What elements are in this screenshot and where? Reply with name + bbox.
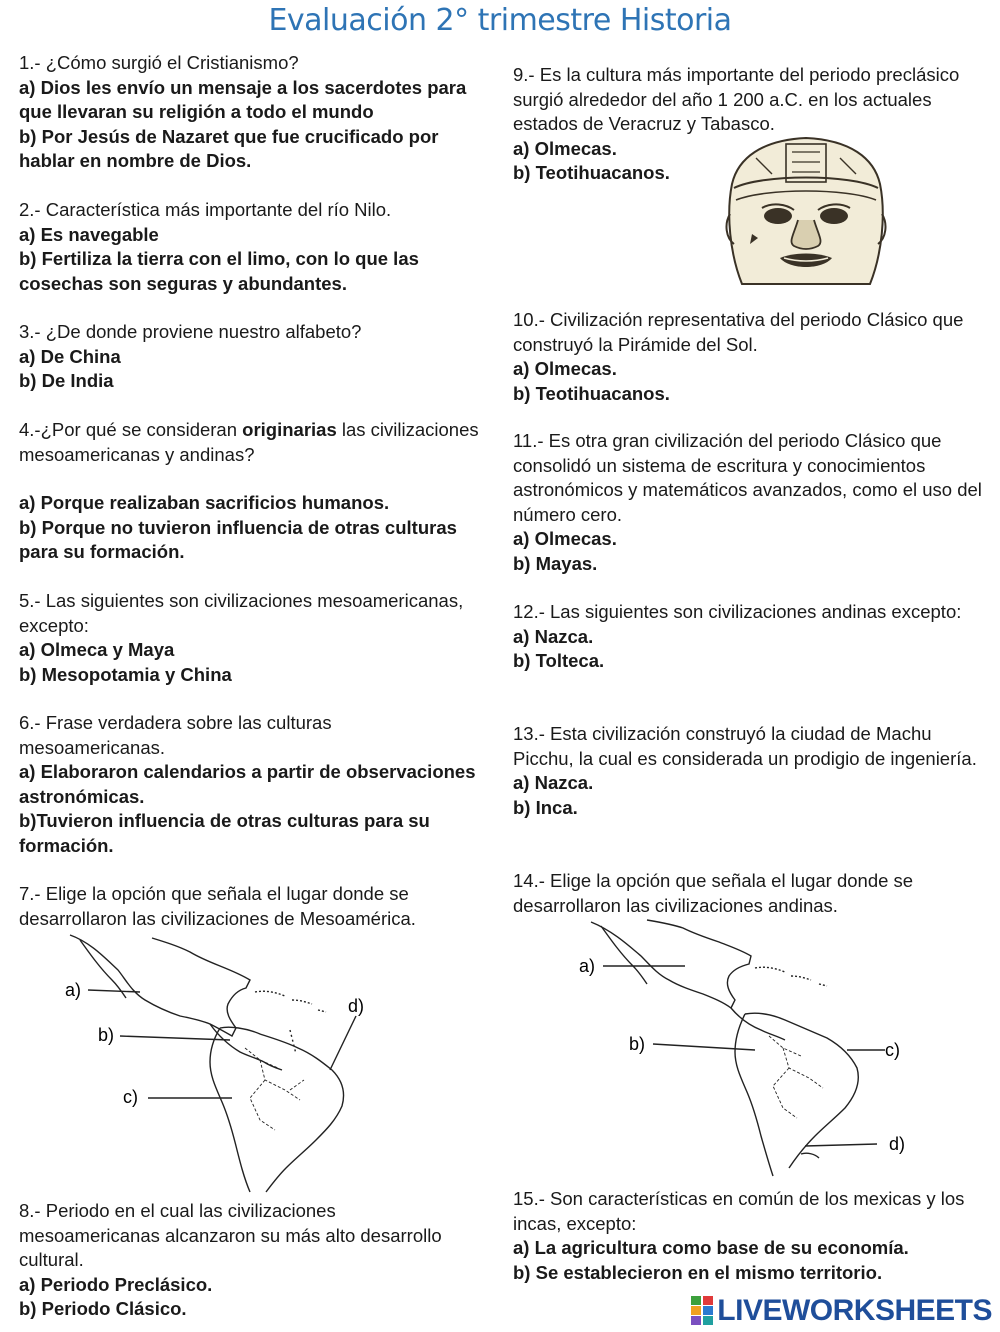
question-stem: 12.- Las siguientes son civilizaciones andinas excepto: — [513, 601, 962, 622]
option-b[interactable]: b) Teotihuacanos. — [513, 162, 670, 183]
option-b[interactable]: b) Mayas. — [513, 552, 598, 574]
question-10 — [513, 308, 983, 406]
worksheet-title: Evaluación 2° trimestre Historia — [268, 3, 732, 38]
pointer-line-d — [805, 1144, 877, 1146]
question-stem: 11.- Es otra gran civilización del periodo Clásico que consolidó un sistema de escritura y conocimientos astronómicos y matemáticos avanzados, como el uso del número cero. — [513, 430, 982, 525]
map-outline-central-america — [210, 1024, 282, 1070]
stem-part: 4.-¿Por qué se consideran — [19, 419, 243, 440]
liveworksheets-brand[interactable] — [691, 1294, 992, 1328]
map-label-b: b) — [98, 1025, 115, 1045]
stem-part: las civilizaciones mesoamericanas y andinas? — [19, 419, 479, 465]
option-a[interactable]: a) La agricultura como base de su economía. — [513, 1237, 909, 1258]
option-a[interactable]: a) Es navegable — [19, 223, 159, 245]
question-11 — [513, 429, 983, 576]
option-b[interactable]: b) Periodo Clásico. — [19, 1298, 187, 1319]
option-b[interactable]: b) Inca. — [513, 796, 578, 818]
map-outline-baja — [80, 940, 126, 998]
question-1 — [19, 51, 479, 174]
option-a[interactable]: a) Porque realizaban sacrificios humanos. — [19, 492, 390, 513]
question-stem: 6.- Frase verdadera sobre las culturas mesoamericanas. — [19, 712, 332, 758]
option-b[interactable]: b) Se establecieron en el mismo territorio. — [513, 1261, 883, 1283]
question-stem: 7.- Elige la opción que señala el lugar donde se desarrollaron las civilizaciones de Mesoamérica. — [19, 883, 416, 929]
question-12 — [513, 600, 983, 674]
liveworksheets-logo-icon — [691, 1296, 713, 1326]
question-stem: 13.- Esta civilización construyó la ciudad de Machu Picchu, la cual es considerada un prodigio de ingeniería. — [513, 723, 977, 769]
map-outline-borders — [769, 1036, 823, 1118]
map-label-d: d) — [348, 996, 365, 1016]
brand-text: LIVEWORKSHEETS — [717, 1294, 992, 1327]
option-a[interactable]: a) Periodo Preclásico. — [19, 1273, 213, 1295]
question-2 — [19, 198, 479, 296]
pointer-line-a — [88, 990, 140, 992]
option-a[interactable]: a) Olmecas. — [513, 358, 617, 379]
map-label-c: c) — [123, 1087, 138, 1107]
option-b[interactable]: b) Teotihuacanos. — [513, 382, 670, 404]
map-label-c: c) — [885, 1040, 900, 1060]
stem-emphasis: originarias — [242, 419, 337, 440]
map-outline-mexico — [591, 920, 751, 1008]
option-a[interactable]: a) De China — [19, 345, 121, 367]
question-stem: 14.- Elige la opción que señala el lugar donde se desarrollaron las civilizaciones andinas. — [513, 870, 914, 916]
question-stem: 15.- Son características en común de los mexicas y los incas, excepto: — [513, 1188, 965, 1234]
pointer-line-d — [330, 1016, 356, 1070]
question-7 — [19, 882, 479, 931]
option-b[interactable]: b) Fertiliza la tierra con el limo, con lo que las cosechas son seguras y abundantes. — [19, 248, 419, 294]
question-stem: 10.- Civilización representativa del periodo Clásico que construyó la Pirámide del Sol. — [513, 309, 964, 355]
olmec-head-image — [722, 134, 890, 294]
option-b[interactable]: b) Mesopotamia y China — [19, 663, 232, 685]
map-outline-islands — [801, 1153, 819, 1158]
option-a[interactable]: a) Nazca. — [513, 772, 594, 793]
option-a[interactable]: a) Olmeca y Maya — [19, 639, 175, 660]
map-outline-mexico — [70, 935, 250, 1036]
question-14 — [513, 869, 983, 918]
americas-map-q7 — [60, 930, 380, 1195]
question-stem — [19, 418, 479, 467]
option-a[interactable]: a) Olmecas. — [513, 137, 617, 159]
question-6 — [19, 711, 479, 858]
option-a[interactable]: a) Dios les envío un mensaje a los sacerdotes para que llevaran su religión a todo el mundo — [19, 76, 467, 122]
map-outline-south-america — [735, 1013, 858, 1176]
option-b[interactable]: b) Tolteca. — [513, 650, 605, 671]
question-8 — [19, 1199, 479, 1322]
pointer-line-b — [653, 1044, 755, 1050]
map-outline-caribbean — [255, 991, 326, 1012]
question-4 — [19, 418, 479, 565]
americas-map-q14 — [575, 918, 915, 1180]
map-outline-south-america — [210, 1027, 344, 1192]
question-stem: 5.- Las siguientes son civilizaciones mesoamericanas, excepto: — [19, 590, 464, 636]
map-label-a: a) — [65, 980, 82, 1000]
option-a[interactable]: a) Olmecas. — [513, 528, 617, 549]
question-stem: 2.- Característica más importante del río Nilo. — [19, 199, 392, 220]
question-13 — [513, 722, 983, 820]
option-b[interactable]: b) De India — [19, 370, 114, 391]
question-stem: 9.- Es la cultura más importante del periodo preclásico surgió alrededor del año 1 200 a.C. en los actuales estados de Veracruz y Tabasco. — [513, 64, 960, 134]
question-stem: 1.- ¿Cómo surgió el Cristianismo? — [19, 52, 299, 73]
map-label-b: b) — [629, 1034, 646, 1054]
map-label-d: d) — [889, 1134, 906, 1154]
option-b[interactable]: b) Por Jesús de Nazaret que fue crucificado por hablar en nombre de Dios. — [19, 125, 439, 171]
question-3 — [19, 320, 479, 394]
question-stem: 8.- Periodo en el cual las civilizaciones mesoamericanas alcanzaron su más alto desarrollo cultural. — [19, 1200, 442, 1270]
pointer-line-b — [120, 1036, 230, 1040]
option-a[interactable]: a) Elaboraron calendarios a partir de observaciones astronómicas. — [19, 761, 476, 807]
question-15 — [513, 1187, 983, 1285]
map-outline-borders — [245, 1048, 304, 1130]
map-outline-caribbean — [755, 967, 827, 986]
map-label-a: a) — [579, 956, 596, 976]
option-b[interactable]: b) Porque no tuvieron influencia de otras culturas para su formación. — [19, 516, 457, 562]
question-stem: 3.- ¿De donde proviene nuestro alfabeto? — [19, 321, 362, 342]
question-5 — [19, 589, 479, 687]
option-b[interactable]: b)Tuvieron influencia de otras culturas para su formación. — [19, 810, 430, 856]
map-outline-antilles — [290, 1030, 296, 1054]
option-a[interactable]: a) Nazca. — [513, 625, 594, 647]
